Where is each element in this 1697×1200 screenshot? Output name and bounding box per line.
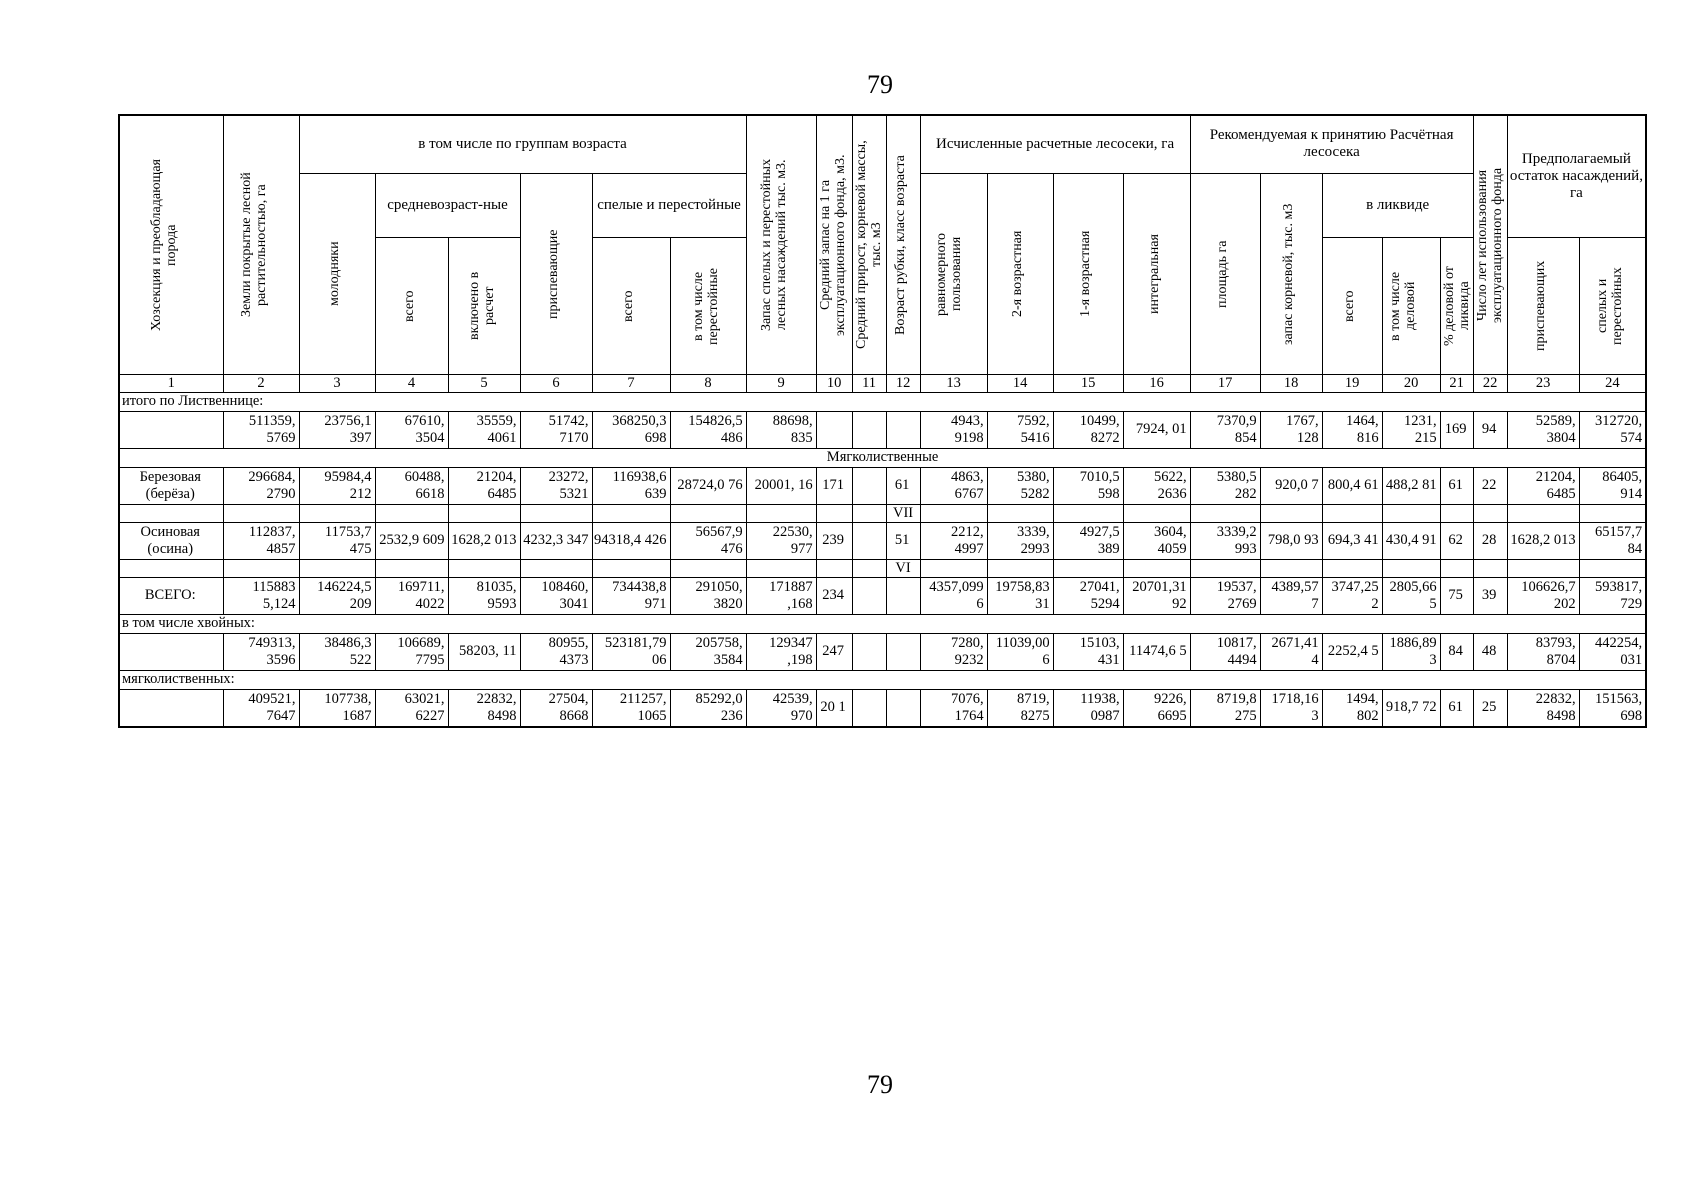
empty-cell bbox=[1382, 559, 1440, 577]
section-coniferous: в том числе хвойных: bbox=[119, 614, 1646, 633]
header-uniform: равномерного пользования bbox=[920, 173, 987, 374]
table-cell: 63021, 6227 bbox=[375, 689, 448, 727]
table-cell: 94 bbox=[1473, 411, 1507, 448]
table-cell: 523181,79 06 bbox=[592, 633, 670, 670]
column-number-row bbox=[119, 374, 1646, 392]
table-cell: 800,4 61 bbox=[1322, 467, 1382, 504]
table-cell: 734438,8 971 bbox=[592, 577, 670, 614]
header-remain-premature: приспевающих bbox=[1507, 237, 1579, 374]
column-number: 2 bbox=[223, 374, 299, 392]
table-cell bbox=[852, 577, 886, 614]
table-cell: 3339,2 993 bbox=[1190, 522, 1260, 559]
table-cell: 2532,9 609 bbox=[375, 522, 448, 559]
table-cell: 211257, 1065 bbox=[592, 689, 670, 727]
column-number: 15 bbox=[1053, 374, 1123, 392]
header-mature-total: всего bbox=[592, 237, 670, 374]
column-number: 20 bbox=[1382, 374, 1440, 392]
header-mature: спелые и перестойные bbox=[592, 173, 746, 237]
column-number: 5 bbox=[448, 374, 520, 392]
table-cell: 112837, 4857 bbox=[223, 522, 299, 559]
header-integral: интегральная bbox=[1123, 173, 1190, 374]
empty-cell bbox=[1123, 504, 1190, 522]
table-cell: 129347 ,198 bbox=[746, 633, 816, 670]
header-forest-lands: Земли покрытые лесной растительностью, га bbox=[223, 115, 299, 374]
table-cell: 11474,6 5 bbox=[1123, 633, 1190, 670]
table-cell: 7280, 9232 bbox=[920, 633, 987, 670]
column-number: 17 bbox=[1190, 374, 1260, 392]
empty-cell bbox=[746, 504, 816, 522]
column-number: 4 bbox=[375, 374, 448, 392]
table-cell: 107738, 1687 bbox=[299, 689, 375, 727]
column-number: 13 bbox=[920, 374, 987, 392]
table-cell: 918,7 72 bbox=[1382, 689, 1440, 727]
column-number: 22 bbox=[1473, 374, 1507, 392]
empty-cell bbox=[1190, 504, 1260, 522]
data-row-aspen bbox=[119, 522, 1646, 559]
table-cell: 115883 5,124 bbox=[223, 577, 299, 614]
table-cell: 1464, 816 bbox=[1322, 411, 1382, 448]
table-cell: 22530, 977 bbox=[746, 522, 816, 559]
table-cell bbox=[886, 689, 920, 727]
table-cell: 65157,7 84 bbox=[1579, 522, 1646, 559]
table-cell: 291050, 3820 bbox=[670, 577, 746, 614]
empty-cell bbox=[375, 504, 448, 522]
table-cell: 23272, 5321 bbox=[520, 467, 592, 504]
empty-cell bbox=[1322, 504, 1382, 522]
table-cell: 28 bbox=[1473, 522, 1507, 559]
header-mid-total: всего bbox=[375, 237, 448, 374]
table-cell: 15103, 431 bbox=[1053, 633, 1123, 670]
header-mid-included: включено в расчет bbox=[448, 237, 520, 374]
table-cell: 5380, 5282 bbox=[987, 467, 1053, 504]
table-cell: 75 bbox=[1440, 577, 1473, 614]
table-cell: 7010,5 598 bbox=[1053, 467, 1123, 504]
column-number: 6 bbox=[520, 374, 592, 392]
table-cell: 85292,0 236 bbox=[670, 689, 746, 727]
empty-cell bbox=[1579, 559, 1646, 577]
empty-cell bbox=[1473, 504, 1507, 522]
table-cell: 10817, 4494 bbox=[1190, 633, 1260, 670]
table-cell: 234 bbox=[816, 577, 852, 614]
empty-cell bbox=[520, 559, 592, 577]
table-cell: 116938,6 639 bbox=[592, 467, 670, 504]
row-label: Березовая (берёза) bbox=[119, 467, 223, 504]
table-cell: 151563, 698 bbox=[1579, 689, 1646, 727]
table-cell: 2212, 4997 bbox=[920, 522, 987, 559]
table-cell: 95984,4 212 bbox=[299, 467, 375, 504]
header-midage: средневозраст-ные bbox=[375, 173, 520, 237]
empty-cell bbox=[299, 559, 375, 577]
table-cell: 2252,4 5 bbox=[1322, 633, 1382, 670]
column-number: 14 bbox=[987, 374, 1053, 392]
header-hozsection: Хозсекция и преобладающая порода bbox=[119, 115, 223, 374]
table-cell: 11938, 0987 bbox=[1053, 689, 1123, 727]
table-cell: 694,3 41 bbox=[1322, 522, 1382, 559]
empty-cell bbox=[1190, 559, 1260, 577]
table-cell: 39 bbox=[1473, 577, 1507, 614]
empty-cell bbox=[746, 559, 816, 577]
table-cell: 62 bbox=[1440, 522, 1473, 559]
empty-cell bbox=[987, 504, 1053, 522]
empty-cell bbox=[1260, 559, 1322, 577]
table-cell: 38486,3 522 bbox=[299, 633, 375, 670]
table-cell: 3339, 2993 bbox=[987, 522, 1053, 559]
empty-cell bbox=[852, 559, 886, 577]
header-2nd-age: 2-я возрастная bbox=[987, 173, 1053, 374]
table-cell: 81035, 9593 bbox=[448, 577, 520, 614]
forest-cutting-table bbox=[118, 114, 1647, 728]
table-cell: 368250,3 698 bbox=[592, 411, 670, 448]
empty-cell bbox=[1473, 559, 1507, 577]
table-cell bbox=[852, 689, 886, 727]
header-liquid-total: всего bbox=[1322, 237, 1382, 374]
header-1st-age: 1-я возрастная bbox=[1053, 173, 1123, 374]
empty-cell bbox=[1507, 504, 1579, 522]
empty-cell bbox=[1507, 559, 1579, 577]
row-birch-class bbox=[119, 504, 1646, 522]
empty-cell bbox=[1053, 559, 1123, 577]
section-softwood: мягколиственных: bbox=[119, 670, 1646, 689]
header-remain: Предполагаемый остаток насаждений, га bbox=[1507, 115, 1646, 237]
page-number-top: 79 bbox=[867, 70, 893, 99]
table-cell: 430,4 91 bbox=[1382, 522, 1440, 559]
table-cell bbox=[852, 522, 886, 559]
empty-cell bbox=[520, 504, 592, 522]
empty-cell bbox=[375, 559, 448, 577]
empty-cell bbox=[920, 559, 987, 577]
header-area: площадь га bbox=[1190, 173, 1260, 374]
header-age-groups: в том числе по группам возраста bbox=[299, 115, 746, 173]
table-cell: 749313, 3596 bbox=[223, 633, 299, 670]
table-cell: 80955, 4373 bbox=[520, 633, 592, 670]
header-remain-mature: спелых и перестойных bbox=[1579, 237, 1646, 374]
table-cell: 106689, 7795 bbox=[375, 633, 448, 670]
table-cell: 312720, 574 bbox=[1579, 411, 1646, 448]
table-cell: 5380,5 282 bbox=[1190, 467, 1260, 504]
empty-cell bbox=[1579, 504, 1646, 522]
table-cell: 511359, 5769 bbox=[223, 411, 299, 448]
table-cell: 51 bbox=[886, 522, 920, 559]
table-cell: 22 bbox=[1473, 467, 1507, 504]
table-cell: 52589, 3804 bbox=[1507, 411, 1579, 448]
table-cell: 88698, 835 bbox=[746, 411, 816, 448]
table-cell: 146224,5 209 bbox=[299, 577, 375, 614]
header-calc-cutting: Исчисленные расчетные лесосеки, га bbox=[920, 115, 1190, 173]
table-cell: 56567,9 476 bbox=[670, 522, 746, 559]
header-mature-over: в том числе перестойные bbox=[670, 237, 746, 374]
column-number: 8 bbox=[670, 374, 746, 392]
empty-cell bbox=[448, 504, 520, 522]
header-avg-growth: Средний прирост, корневой массы, тыс. м3 bbox=[852, 115, 886, 374]
row-label: Осиновая (осина) bbox=[119, 522, 223, 559]
header-mature-stock: Запас спелых и перестойных лесных насаждений тыс. м3. bbox=[746, 115, 816, 374]
column-number: 9 bbox=[746, 374, 816, 392]
row-label bbox=[119, 689, 223, 727]
table-cell: 488,2 81 bbox=[1382, 467, 1440, 504]
table-cell: 19758,83 31 bbox=[987, 577, 1053, 614]
empty-cell bbox=[1053, 504, 1123, 522]
table-cell: 239 bbox=[816, 522, 852, 559]
table-cell bbox=[852, 411, 886, 448]
empty-cell bbox=[119, 559, 223, 577]
column-number: 21 bbox=[1440, 374, 1473, 392]
table-cell: 171 bbox=[816, 467, 852, 504]
empty-cell bbox=[1260, 504, 1322, 522]
table-cell: 1767, 128 bbox=[1260, 411, 1322, 448]
table-cell: 4943, 9198 bbox=[920, 411, 987, 448]
column-number: 11 bbox=[852, 374, 886, 392]
table-cell: 25 bbox=[1473, 689, 1507, 727]
empty-cell bbox=[987, 559, 1053, 577]
table-cell: 8719, 8275 bbox=[987, 689, 1053, 727]
table-cell: 4389,57 7 bbox=[1260, 577, 1322, 614]
header-young: молодняки bbox=[299, 173, 375, 374]
table-cell: 21204, 6485 bbox=[448, 467, 520, 504]
table-cell: 5622, 2636 bbox=[1123, 467, 1190, 504]
table-cell: 442254, 031 bbox=[1579, 633, 1646, 670]
header-years-use: Число лет использования эксплуатационного фонда bbox=[1473, 115, 1507, 374]
table-cell: 86405, 914 bbox=[1579, 467, 1646, 504]
empty-cell bbox=[1382, 504, 1440, 522]
table-cell: 3604, 4059 bbox=[1123, 522, 1190, 559]
table-cell: 296684, 2790 bbox=[223, 467, 299, 504]
table-cell: 22832, 8498 bbox=[1507, 689, 1579, 727]
table-cell: 27041, 5294 bbox=[1053, 577, 1123, 614]
header-avg-stock: Средний запас на 1 га эксплуатационного фонда, м3. bbox=[816, 115, 852, 374]
age-class-cell: VI bbox=[886, 559, 920, 577]
table-cell: 61 bbox=[886, 467, 920, 504]
table-cell: 22832, 8498 bbox=[448, 689, 520, 727]
table-cell: 205758, 3584 bbox=[670, 633, 746, 670]
table-cell: 154826,5 486 bbox=[670, 411, 746, 448]
column-number: 3 bbox=[299, 374, 375, 392]
data-row-total bbox=[119, 577, 1646, 614]
header-root-stock: запас корневой, тыс. м3 bbox=[1260, 173, 1322, 374]
table-cell: 94318,4 426 bbox=[592, 522, 670, 559]
table-cell bbox=[816, 411, 852, 448]
table-cell bbox=[886, 411, 920, 448]
empty-cell bbox=[920, 504, 987, 522]
row-label bbox=[119, 633, 223, 670]
column-number: 24 bbox=[1579, 374, 1646, 392]
table-cell: 7076, 1764 bbox=[920, 689, 987, 727]
table-cell: 84 bbox=[1440, 633, 1473, 670]
table-cell: 61 bbox=[1440, 467, 1473, 504]
row-label: ВСЕГО: bbox=[119, 577, 223, 614]
table-cell bbox=[852, 467, 886, 504]
table-cell: 1628,2 013 bbox=[1507, 522, 1579, 559]
table-cell: 4863, 6767 bbox=[920, 467, 987, 504]
data-row-softwood bbox=[119, 689, 1646, 727]
table-cell: 7924, 01 bbox=[1123, 411, 1190, 448]
column-number: 19 bbox=[1322, 374, 1382, 392]
table-cell: 4927,5 389 bbox=[1053, 522, 1123, 559]
empty-cell bbox=[299, 504, 375, 522]
table-cell: 1494, 802 bbox=[1322, 689, 1382, 727]
empty-cell bbox=[592, 559, 670, 577]
column-number: 1 bbox=[119, 374, 223, 392]
header-cutting-age: Возраст рубки, класс возраста bbox=[886, 115, 920, 374]
table-cell: 247 bbox=[816, 633, 852, 670]
empty-cell bbox=[670, 559, 746, 577]
table-cell: 798,0 93 bbox=[1260, 522, 1322, 559]
empty-cell bbox=[448, 559, 520, 577]
header-premature: приспевающие bbox=[520, 173, 592, 374]
table-cell: 1718,16 3 bbox=[1260, 689, 1322, 727]
table-cell: 8719,8 275 bbox=[1190, 689, 1260, 727]
table-cell: 3747,25 2 bbox=[1322, 577, 1382, 614]
table-cell: 61 bbox=[1440, 689, 1473, 727]
age-class-cell: VII bbox=[886, 504, 920, 522]
empty-cell bbox=[1440, 559, 1473, 577]
table-cell: 35559, 4061 bbox=[448, 411, 520, 448]
header-liquid-business: в том числе деловой bbox=[1382, 237, 1440, 374]
table-cell bbox=[852, 633, 886, 670]
column-number: 18 bbox=[1260, 374, 1322, 392]
empty-cell bbox=[1123, 559, 1190, 577]
empty-cell bbox=[223, 559, 299, 577]
table-cell: 20701,31 92 bbox=[1123, 577, 1190, 614]
row-label bbox=[119, 411, 223, 448]
table-cell: 593817, 729 bbox=[1579, 577, 1646, 614]
table-cell: 409521, 7647 bbox=[223, 689, 299, 727]
empty-cell bbox=[592, 504, 670, 522]
table-cell: 2671,41 4 bbox=[1260, 633, 1322, 670]
table-cell: 1628,2 013 bbox=[448, 522, 520, 559]
table-cell: 58203, 11 bbox=[448, 633, 520, 670]
table-cell: 27504, 8668 bbox=[520, 689, 592, 727]
table-cell: 1886,89 3 bbox=[1382, 633, 1440, 670]
table-cell bbox=[886, 577, 920, 614]
section-softwood-header: Мягколиственные bbox=[119, 448, 1646, 467]
column-number: 16 bbox=[1123, 374, 1190, 392]
table-cell: 20 1 bbox=[816, 689, 852, 727]
empty-cell bbox=[670, 504, 746, 522]
empty-cell bbox=[1440, 504, 1473, 522]
table-cell: 4357,099 6 bbox=[920, 577, 987, 614]
empty-cell bbox=[816, 504, 852, 522]
data-row-larch bbox=[119, 411, 1646, 448]
table-cell: 1231, 215 bbox=[1382, 411, 1440, 448]
table-cell: 19537, 2769 bbox=[1190, 577, 1260, 614]
table-cell: 42539, 970 bbox=[746, 689, 816, 727]
table-cell: 10499, 8272 bbox=[1053, 411, 1123, 448]
empty-cell bbox=[119, 504, 223, 522]
table-cell: 108460, 3041 bbox=[520, 577, 592, 614]
empty-cell bbox=[816, 559, 852, 577]
table-cell: 60488, 6618 bbox=[375, 467, 448, 504]
row-aspen-class bbox=[119, 559, 1646, 577]
table-cell: 171887 ,168 bbox=[746, 577, 816, 614]
table-cell: 51742, 7170 bbox=[520, 411, 592, 448]
empty-cell bbox=[1322, 559, 1382, 577]
table-cell: 67610, 3504 bbox=[375, 411, 448, 448]
table-cell: 2805,66 5 bbox=[1382, 577, 1440, 614]
data-row-birch bbox=[119, 467, 1646, 504]
table-cell: 9226, 6695 bbox=[1123, 689, 1190, 727]
empty-cell bbox=[223, 504, 299, 522]
table-cell: 11753,7 475 bbox=[299, 522, 375, 559]
table-cell: 169 bbox=[1440, 411, 1473, 448]
table-cell: 169711, 4022 bbox=[375, 577, 448, 614]
header-recommended: Рекомендуемая к принятию Расчётная лесосека bbox=[1190, 115, 1473, 173]
table-cell: 48 bbox=[1473, 633, 1507, 670]
table-cell: 20001, 16 bbox=[746, 467, 816, 504]
section-larch: итого по Лиственнице: bbox=[119, 392, 1646, 411]
table-cell: 106626,7 202 bbox=[1507, 577, 1579, 614]
table-cell: 21204, 6485 bbox=[1507, 467, 1579, 504]
table-cell: 7592, 5416 bbox=[987, 411, 1053, 448]
data-row-coniferous bbox=[119, 633, 1646, 670]
column-number: 10 bbox=[816, 374, 852, 392]
table-cell bbox=[886, 633, 920, 670]
table-cell: 11039,00 6 bbox=[987, 633, 1053, 670]
column-number: 23 bbox=[1507, 374, 1579, 392]
empty-cell bbox=[852, 504, 886, 522]
table-cell: 7370,9 854 bbox=[1190, 411, 1260, 448]
table-cell: 28724,0 76 bbox=[670, 467, 746, 504]
header-liquid: в ликвиде bbox=[1322, 173, 1473, 237]
column-number: 7 bbox=[592, 374, 670, 392]
table-cell: 920,0 7 bbox=[1260, 467, 1322, 504]
table-cell: 4232,3 347 bbox=[520, 522, 592, 559]
page-number-bottom: 79 bbox=[867, 1070, 893, 1099]
table-cell: 83793, 8704 bbox=[1507, 633, 1579, 670]
column-number: 12 bbox=[886, 374, 920, 392]
header-business-pct: % деловой от ликвида bbox=[1440, 237, 1473, 374]
table-cell: 23756,1 397 bbox=[299, 411, 375, 448]
